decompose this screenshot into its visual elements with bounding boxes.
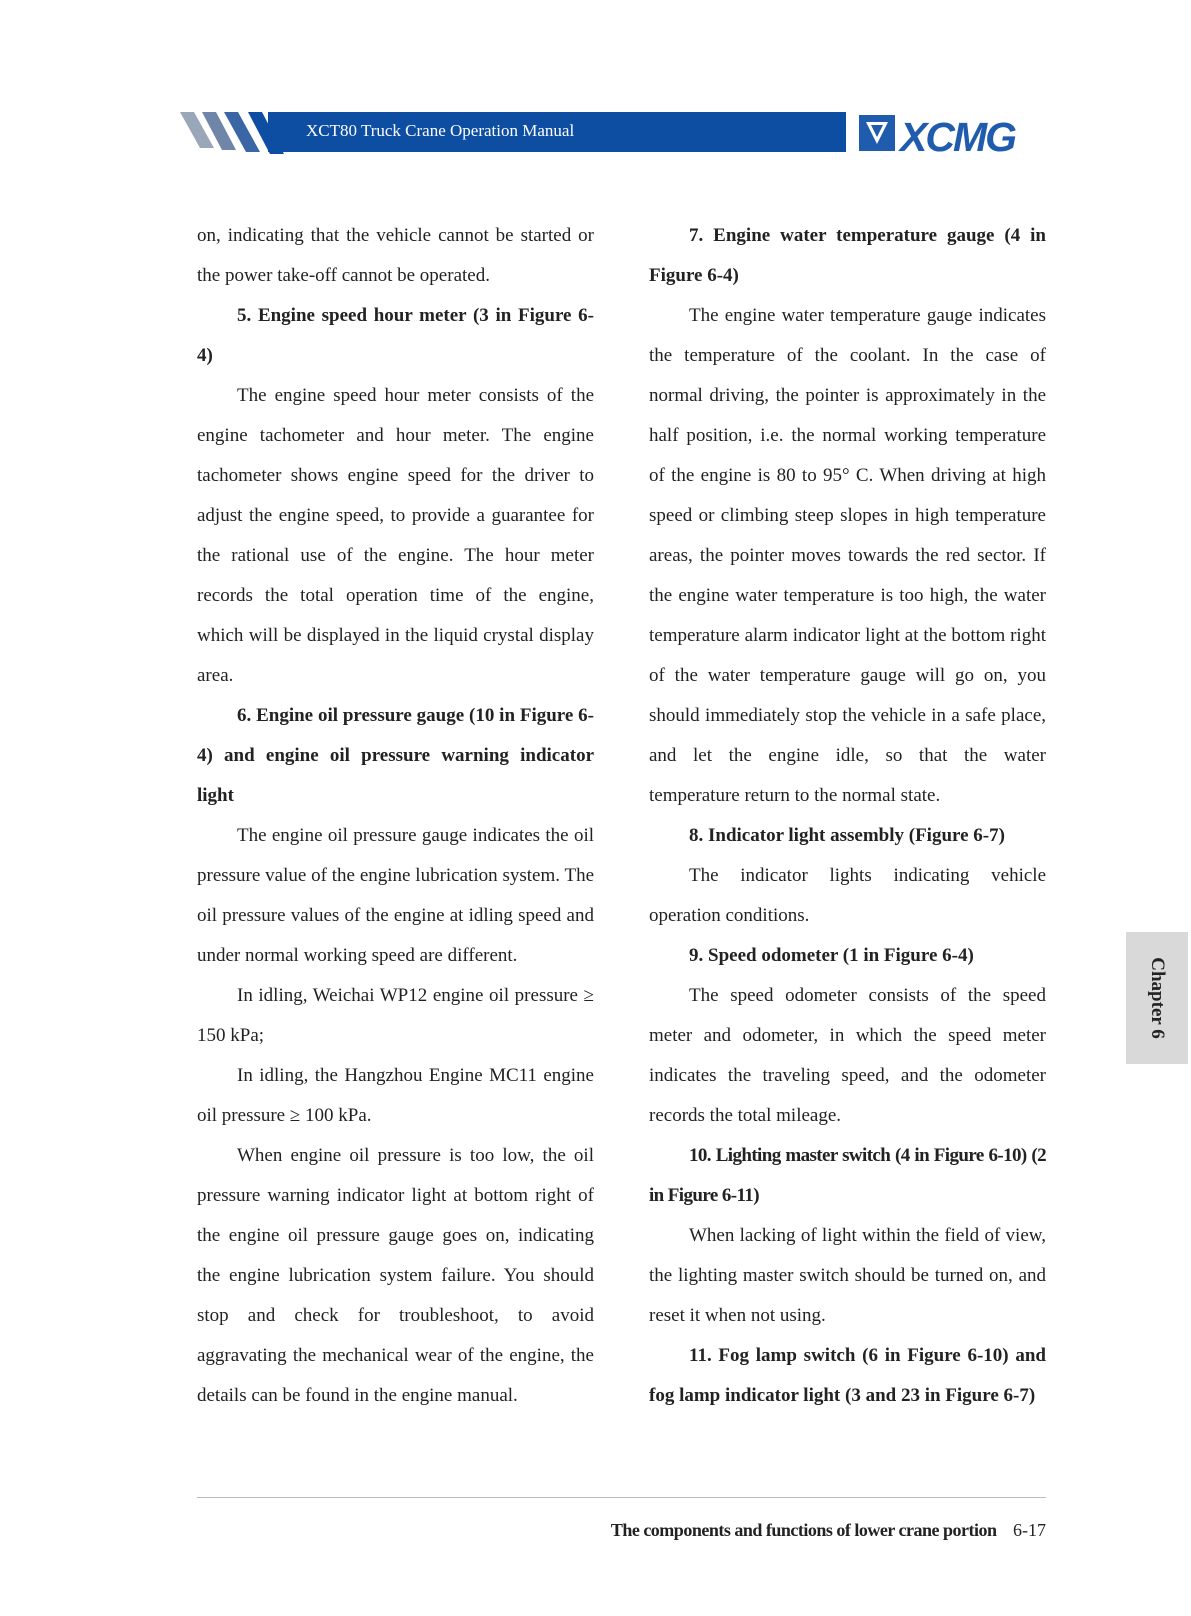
page-header xyxy=(0,0,1191,170)
right-text-column xyxy=(649,216,1046,1416)
section-heading: 11. Fog lamp switch (6 in Figure 6-10) and fog lamp indicator light (3 and 23 in Figure 6-7) xyxy=(649,1345,1046,1406)
chapter-tab-label: Chapter 6 xyxy=(1147,957,1168,1039)
paragraph: In idling, Weichai WP12 engine oil pressure ≥ 150 kPa; xyxy=(197,985,594,1046)
paragraph: The engine speed hour meter consists of the engine tachometer and hour meter. The engine tachometer shows engine speed for the driver to adjust the engine speed, to provide a guarantee for the rational use of the engine. The hour meter records the total operation time of the engine, which will be displayed in the liquid crystal display area. xyxy=(197,385,594,686)
page-number: 6-17 xyxy=(1013,1520,1046,1540)
footer-divider xyxy=(197,1497,1046,1498)
section-heading: 7. Engine water temperature gauge (4 in Figure 6-4) xyxy=(649,225,1046,286)
manual-title: XCT80 Truck Crane Operation Manual xyxy=(306,121,575,140)
logo-emblem-icon xyxy=(858,112,898,152)
logo-text: XCMG xyxy=(900,114,1015,160)
section-heading: 10. Lighting master switch (4 in Figure 6-10) (2 in Figure 6-11) xyxy=(649,1145,1046,1206)
section-heading: 5. Engine speed hour meter (3 in Figure 6-4) xyxy=(197,305,594,366)
paragraph: The speed odometer consists of the speed meter and odometer, in which the speed meter indicates the traveling speed, and the odometer records the total mileage. xyxy=(649,985,1046,1126)
paragraph: The indicator lights indicating vehicle operation conditions. xyxy=(649,865,1046,926)
paragraph: When engine oil pressure is too low, the oil pressure warning indicator light at bottom right of the engine oil pressure gauge goes on, indicating the engine lubrication system failure. You should stop and check for troubleshoot, to avoid aggravating the mechanical wear of the engine, the details can be found in the engine manual. xyxy=(197,1145,594,1406)
page-footer xyxy=(611,1520,1046,1541)
section-heading: 9. Speed odometer (1 in Figure 6-4) xyxy=(689,945,974,966)
chapter-tab xyxy=(1126,932,1188,1064)
paragraph: The engine oil pressure gauge indicates the oil pressure value of the engine lubrication system. The oil pressure values of the engine at idling speed and under normal working speed are different. xyxy=(197,825,594,966)
paragraph: on, indicating that the vehicle cannot be started or the power take-off cannot be operated. xyxy=(197,225,594,286)
header-title-bar xyxy=(268,112,846,152)
paragraph: In idling, the Hangzhou Engine MC11 engine oil pressure ≥ 100 kPa. xyxy=(197,1065,594,1126)
left-text-column xyxy=(197,216,594,1416)
paragraph: The engine water temperature gauge indicates the temperature of the coolant. In the case of normal driving, the pointer is approximately in the half position, i.e. the normal working temperature of the engine is 80 to 95° C. When driving at high speed or climbing steep slopes in high temperature areas, the pointer moves towards the red sector. If the engine water temperature is too high, the water temperature alarm indicator light at the bottom right of the water temperature gauge will go on, you should immediately stop the vehicle in a safe place, and let the engine idle, so that the water temperature return to the normal state. xyxy=(649,305,1046,806)
section-heading: 6. Engine oil pressure gauge (10 in Figure 6-4) and engine oil pressure warning indicator light xyxy=(197,705,594,806)
footer-section-title: The components and functions of lower crane portion xyxy=(610,1520,997,1540)
section-heading: 8. Indicator light assembly (Figure 6-7) xyxy=(689,825,1005,846)
paragraph: When lacking of light within the field of view, the lighting master switch should be turned on, and reset it when not using. xyxy=(649,1225,1046,1326)
xcmg-logo xyxy=(858,112,1048,160)
